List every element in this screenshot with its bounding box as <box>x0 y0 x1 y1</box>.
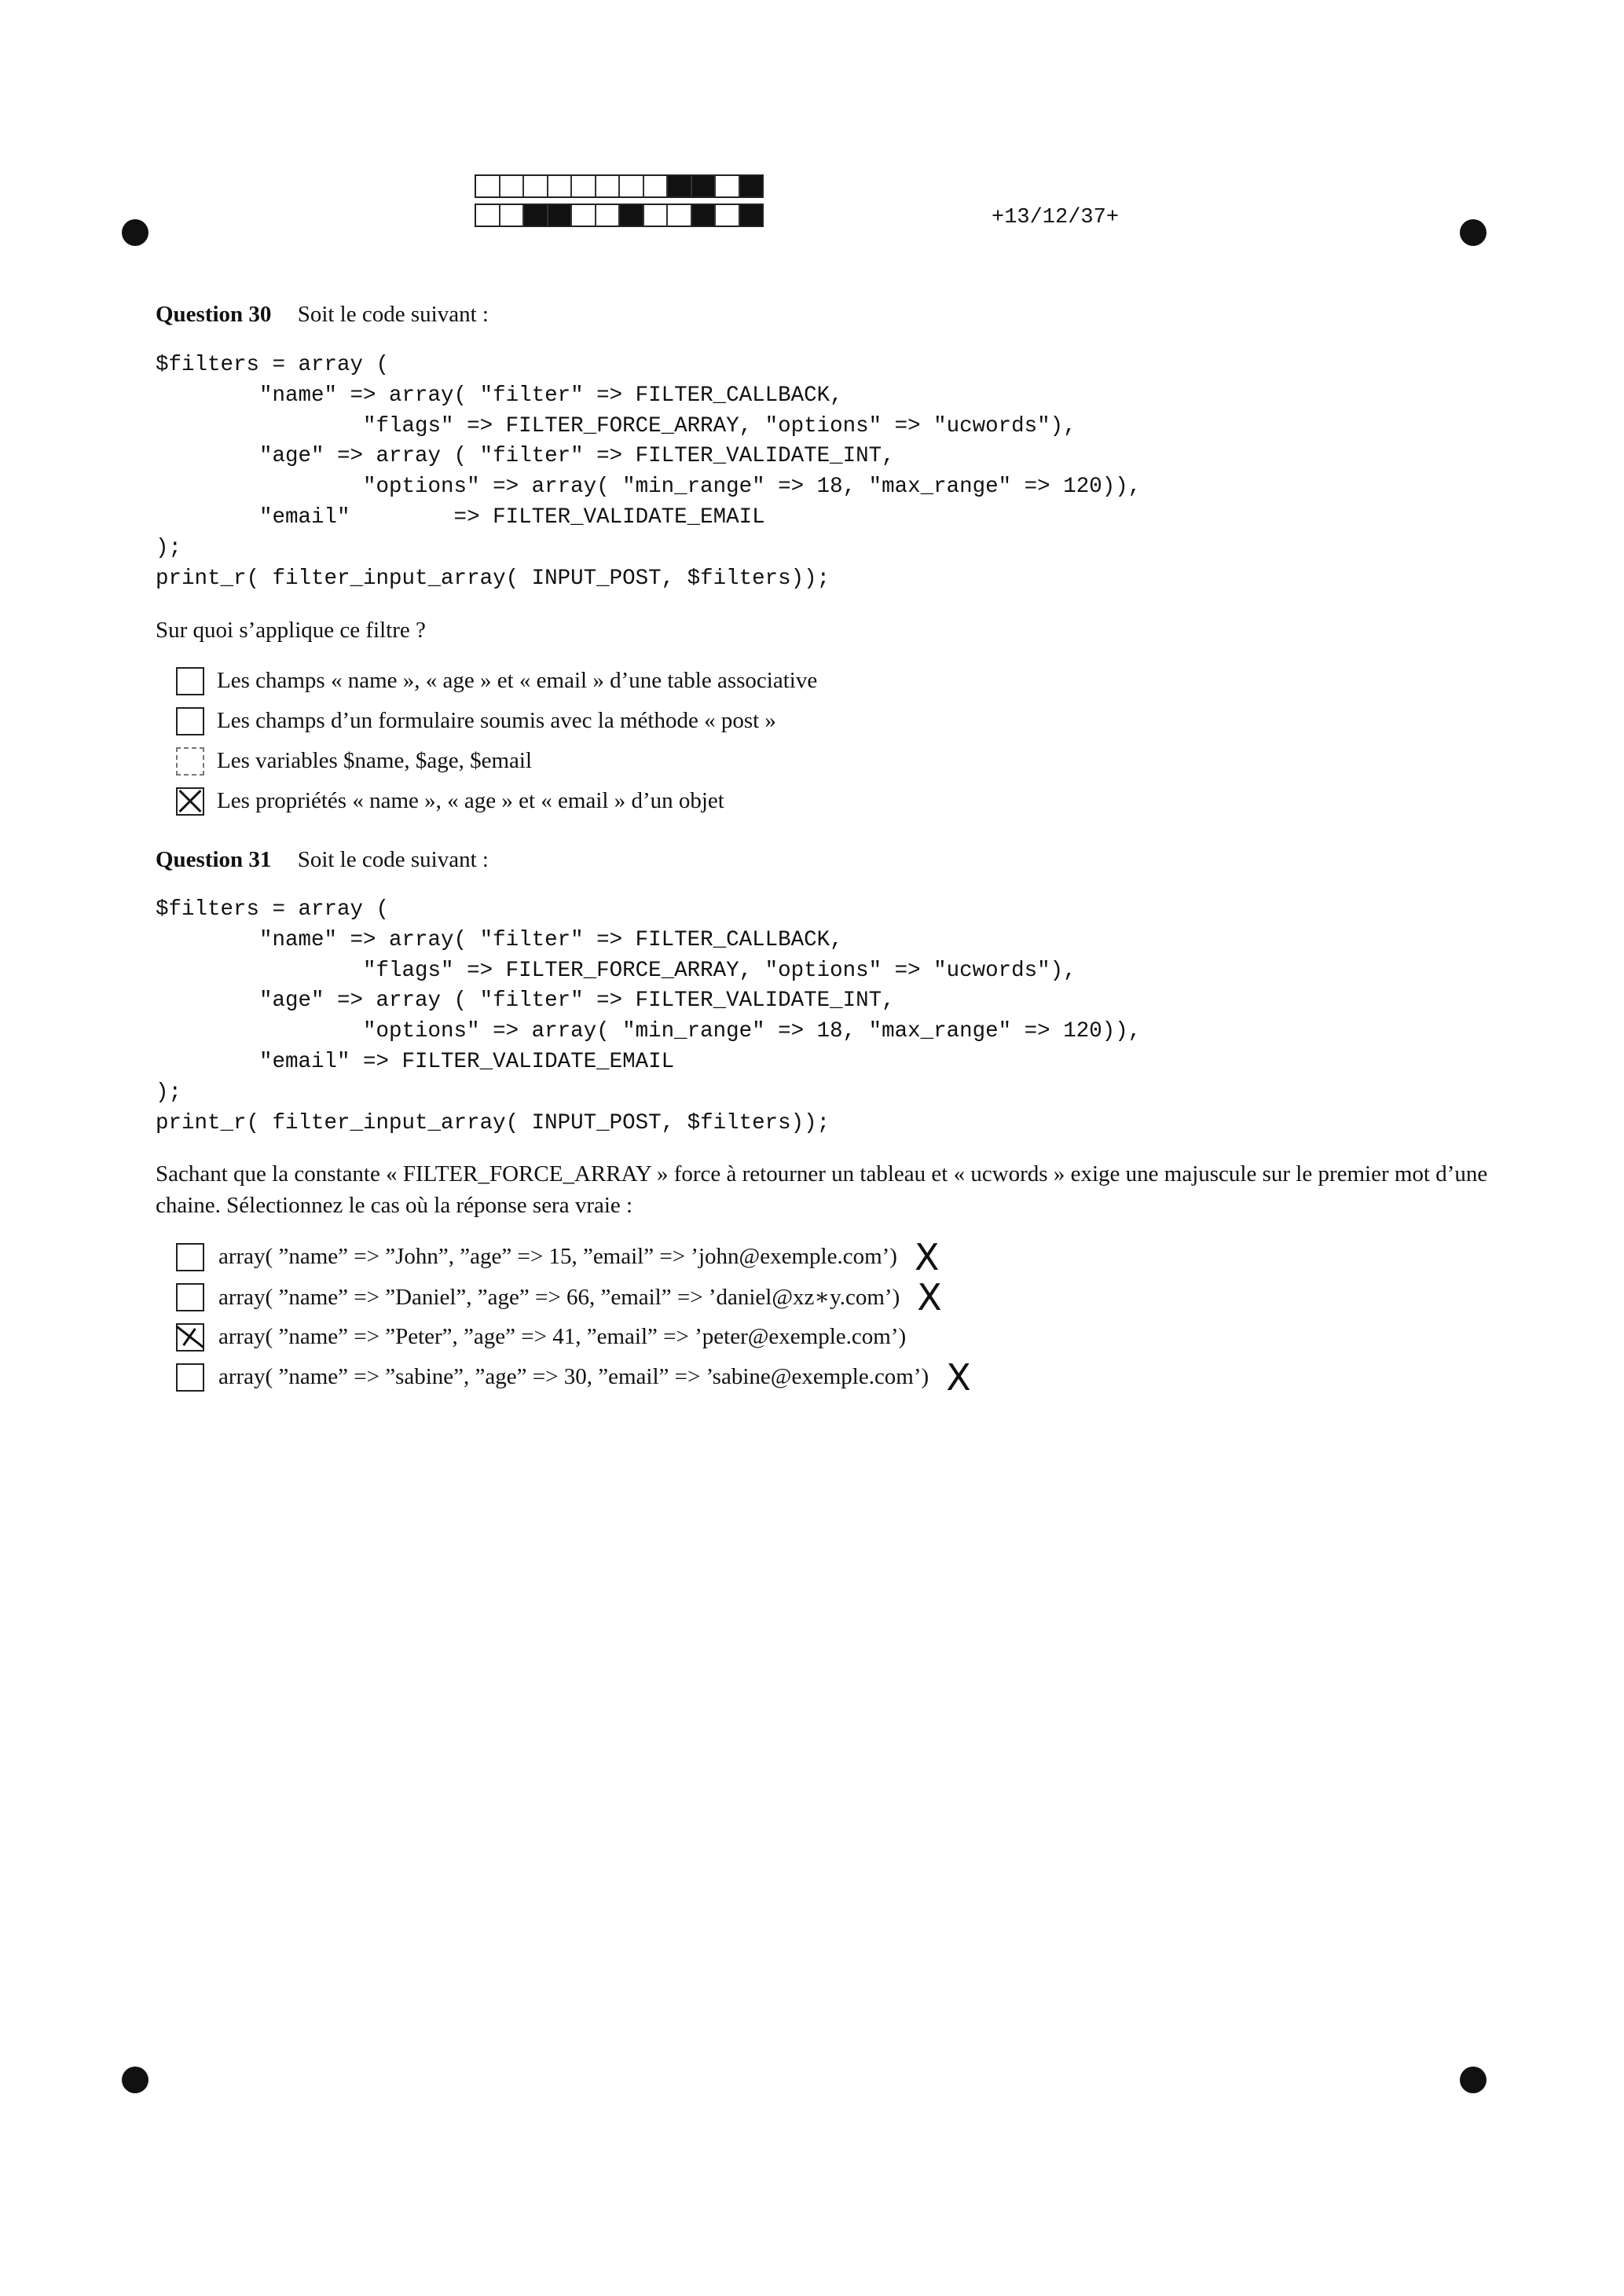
checkbox[interactable] <box>176 707 204 735</box>
question-intro: Soit le code suivant : <box>297 302 489 327</box>
checkbox[interactable] <box>176 1243 204 1271</box>
checkbox[interactable] <box>176 747 204 776</box>
answer-label: array( ”name” => ”sabine”, ”age” => 30, ”email” => ’sabine@exemple.com’) <box>218 1364 929 1389</box>
barcode-cell <box>524 205 548 226</box>
answer-option[interactable] <box>176 1357 971 1397</box>
handwritten-x-mark: X <box>914 1235 940 1278</box>
checkbox[interactable] <box>176 1283 204 1311</box>
barcode-cell <box>620 176 644 196</box>
barcode-cell <box>476 176 500 196</box>
barcode-cell <box>548 205 573 226</box>
question-30-header <box>156 302 489 328</box>
answer-label: Les propriétés « name », « age » et « email » d’un objet <box>217 788 724 813</box>
checkbox[interactable] <box>176 667 204 695</box>
question-31-header <box>156 847 489 873</box>
answer-option[interactable] <box>176 1317 971 1357</box>
barcode-cell <box>476 205 500 226</box>
barcode-cell <box>740 176 763 196</box>
answer-option[interactable] <box>176 741 817 781</box>
registration-mark-top-left <box>122 219 148 246</box>
barcode-cell <box>500 176 525 196</box>
registration-mark-top-right <box>1460 219 1487 246</box>
answer-option[interactable] <box>176 781 817 821</box>
barcode-cell <box>644 205 669 226</box>
answer-option[interactable] <box>176 1237 971 1277</box>
barcode-cell <box>716 205 740 226</box>
barcode-cell <box>644 176 669 196</box>
barcode-cell <box>740 205 763 226</box>
question-prompt-q31: Sachant que la constante « FILTER_FORCE_ARRAY » force à retourner un tableau et « ucwords » exige une majuscule sur le premier mot d’une chaine. Sélectionnez le cas où la réponse sera vraie : <box>156 1161 1488 1218</box>
barcode-cell <box>572 176 596 196</box>
answer-option[interactable] <box>176 1277 971 1317</box>
answer-list-q30 <box>176 661 817 821</box>
answer-label: array( ”name” => ”John”, ”age” => 15, ”email” => ’john@exemple.com’) <box>218 1244 897 1269</box>
barcode-row-2 <box>475 204 764 227</box>
barcode-cell <box>524 176 548 196</box>
barcode-cell <box>548 176 573 196</box>
answer-list-q31 <box>176 1237 971 1397</box>
checkbox-checked[interactable] <box>176 1323 204 1352</box>
question-intro: Soit le code suivant : <box>297 847 489 872</box>
answer-label: Les champs « name », « age » et « email » d’une table associative <box>217 668 818 693</box>
barcode-cell <box>692 205 717 226</box>
question-prompt-q30: Sur quoi s’applique ce filtre ? <box>156 618 426 643</box>
answer-label: array( ”name” => ”Peter”, ”age” => 41, ”email” => ’peter@exemple.com’) <box>218 1324 907 1349</box>
barcode-cell <box>716 176 740 196</box>
barcode-cell <box>620 205 644 226</box>
handwritten-x-mark: X <box>917 1275 942 1319</box>
page-id: +13/12/37+ <box>992 206 1120 229</box>
code-block-q30: $filters = array ( "name" => array( "filter" => FILTER_CALLBACK, "flags" => FILTER_FORCE_ARRAY, "options" => "ucwords"), "age" => array ( "filter" => FILTER_VALIDATE_INT, "options" => array( "min_range" => 18, "max_range" => 120)), "email" => FILTER_VALIDATE_EMAIL ); print_r( filter_input_array( INPUT_POST, $filters)); <box>156 353 1142 591</box>
question-number: Question 30 <box>156 302 272 327</box>
checkbox[interactable] <box>176 1363 204 1392</box>
answer-option[interactable] <box>176 701 817 741</box>
barcode-cell <box>596 205 621 226</box>
question-number: Question 31 <box>156 847 272 872</box>
barcode-cell <box>572 205 596 226</box>
barcode-cell <box>596 176 621 196</box>
registration-mark-bottom-right <box>1460 2067 1487 2093</box>
answer-option[interactable] <box>176 661 817 701</box>
answer-label: array( ”name” => ”Daniel”, ”age” => 66, ”email” => ’daniel@xz∗y.com’) <box>218 1285 900 1310</box>
answer-label: Les champs d’un formulaire soumis avec la méthode « post » <box>217 708 776 733</box>
code-block-q31: $filters = array ( "name" => array( "filter" => FILTER_CALLBACK, "flags" => FILTER_FORCE_ARRAY, "options" => "ucwords"), "age" => array ( "filter" => FILTER_VALIDATE_INT, "options" => array( "min_range" => 18, "max_range" => 120)), "email" => FILTER_VALIDATE_EMAIL ); print_r( filter_input_array( INPUT_POST, $filters)); <box>156 897 1142 1135</box>
barcode-cell <box>668 205 692 226</box>
barcode-cell <box>668 176 692 196</box>
answer-label: Les variables $name, $age, $email <box>217 748 533 773</box>
checkbox-checked[interactable] <box>176 787 204 816</box>
registration-mark-bottom-left <box>122 2067 148 2093</box>
barcode-row-1 <box>475 174 764 198</box>
handwritten-x-mark: X <box>946 1355 971 1399</box>
barcode-cell <box>692 176 717 196</box>
barcode-cell <box>500 205 525 226</box>
